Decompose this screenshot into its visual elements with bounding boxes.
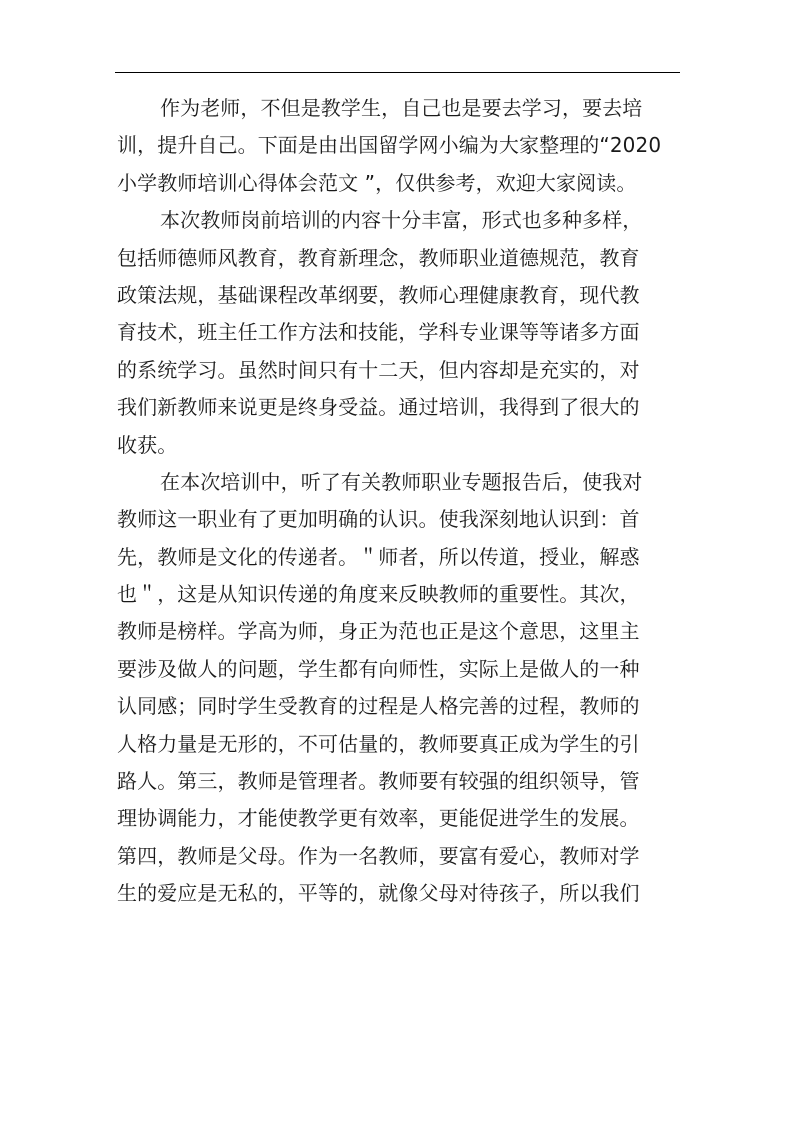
text-line: 包括师德师风教育，教育新理念，教师职业道德规范，教育	[117, 245, 640, 270]
text-line: 的系统学习。虽然时间只有十二天，但内容却是充实的，对	[117, 357, 640, 382]
text-line: 先，教师是文化的传递者。＂师者，所以传道，授业，解惑	[117, 544, 640, 569]
text-line: 人格力量是无形的，不可估量的，教师要真正成为学生的引	[117, 731, 640, 756]
header-rule	[115, 72, 680, 73]
text-line: 政策法规，基础课程改革纲要，教师心理健康教育，现代教	[117, 282, 640, 307]
text-line: 小学教师培训心得体会范文 ”，仅供参考，欢迎大家阅读。	[117, 170, 637, 195]
text-line: 也＂，这是从知识传递的角度来反映教师的重要性。其次，	[117, 582, 640, 607]
text-line: 在本次培训中，听了有关教师职业专题报告后，使我对	[160, 469, 643, 494]
text-line: 生的爱应是无私的，平等的，就像父母对待孩子，所以我们	[117, 881, 640, 906]
text-line: 路人。第三，教师是管理者。教师要有较强的组织领导，管	[117, 769, 640, 794]
text-line: 教师是榜样。学高为师，身正为范也正是这个意思，这里主	[117, 619, 640, 644]
text-line: 教师这一职业有了更加明确的认识。使我深刻地认识到：首	[117, 507, 640, 532]
text-line: 认同感；同时学生受教育的过程是人格完善的过程，教师的	[117, 694, 640, 719]
text-line: 作为老师，不但是教学生，自己也是要去学习，要去培	[160, 96, 643, 120]
text-line: 收获。	[117, 432, 178, 457]
text-line: 育技术，班主任工作方法和技能，学科专业课等等诸多方面	[117, 320, 640, 345]
text-line: 理协调能力，才能使教学更有效率，更能促进学生的发展。	[117, 806, 640, 831]
text-line: 第四，教师是父母。作为一名教师，要富有爱心，教师对学	[117, 843, 640, 868]
text-line: 要涉及做人的问题，学生都有向师性，实际上是做人的一种	[117, 656, 640, 681]
text-line: 训，提升自己。下面是由出国留学网小编为大家整理的“2020	[117, 133, 662, 158]
text-line: 本次教师岗前培训的内容十分丰富，形式也多种多样，	[160, 208, 643, 233]
document-body	[117, 90, 677, 913]
text-line: 我们新教师来说更是终身受益。通过培训，我得到了很大的	[117, 395, 640, 420]
